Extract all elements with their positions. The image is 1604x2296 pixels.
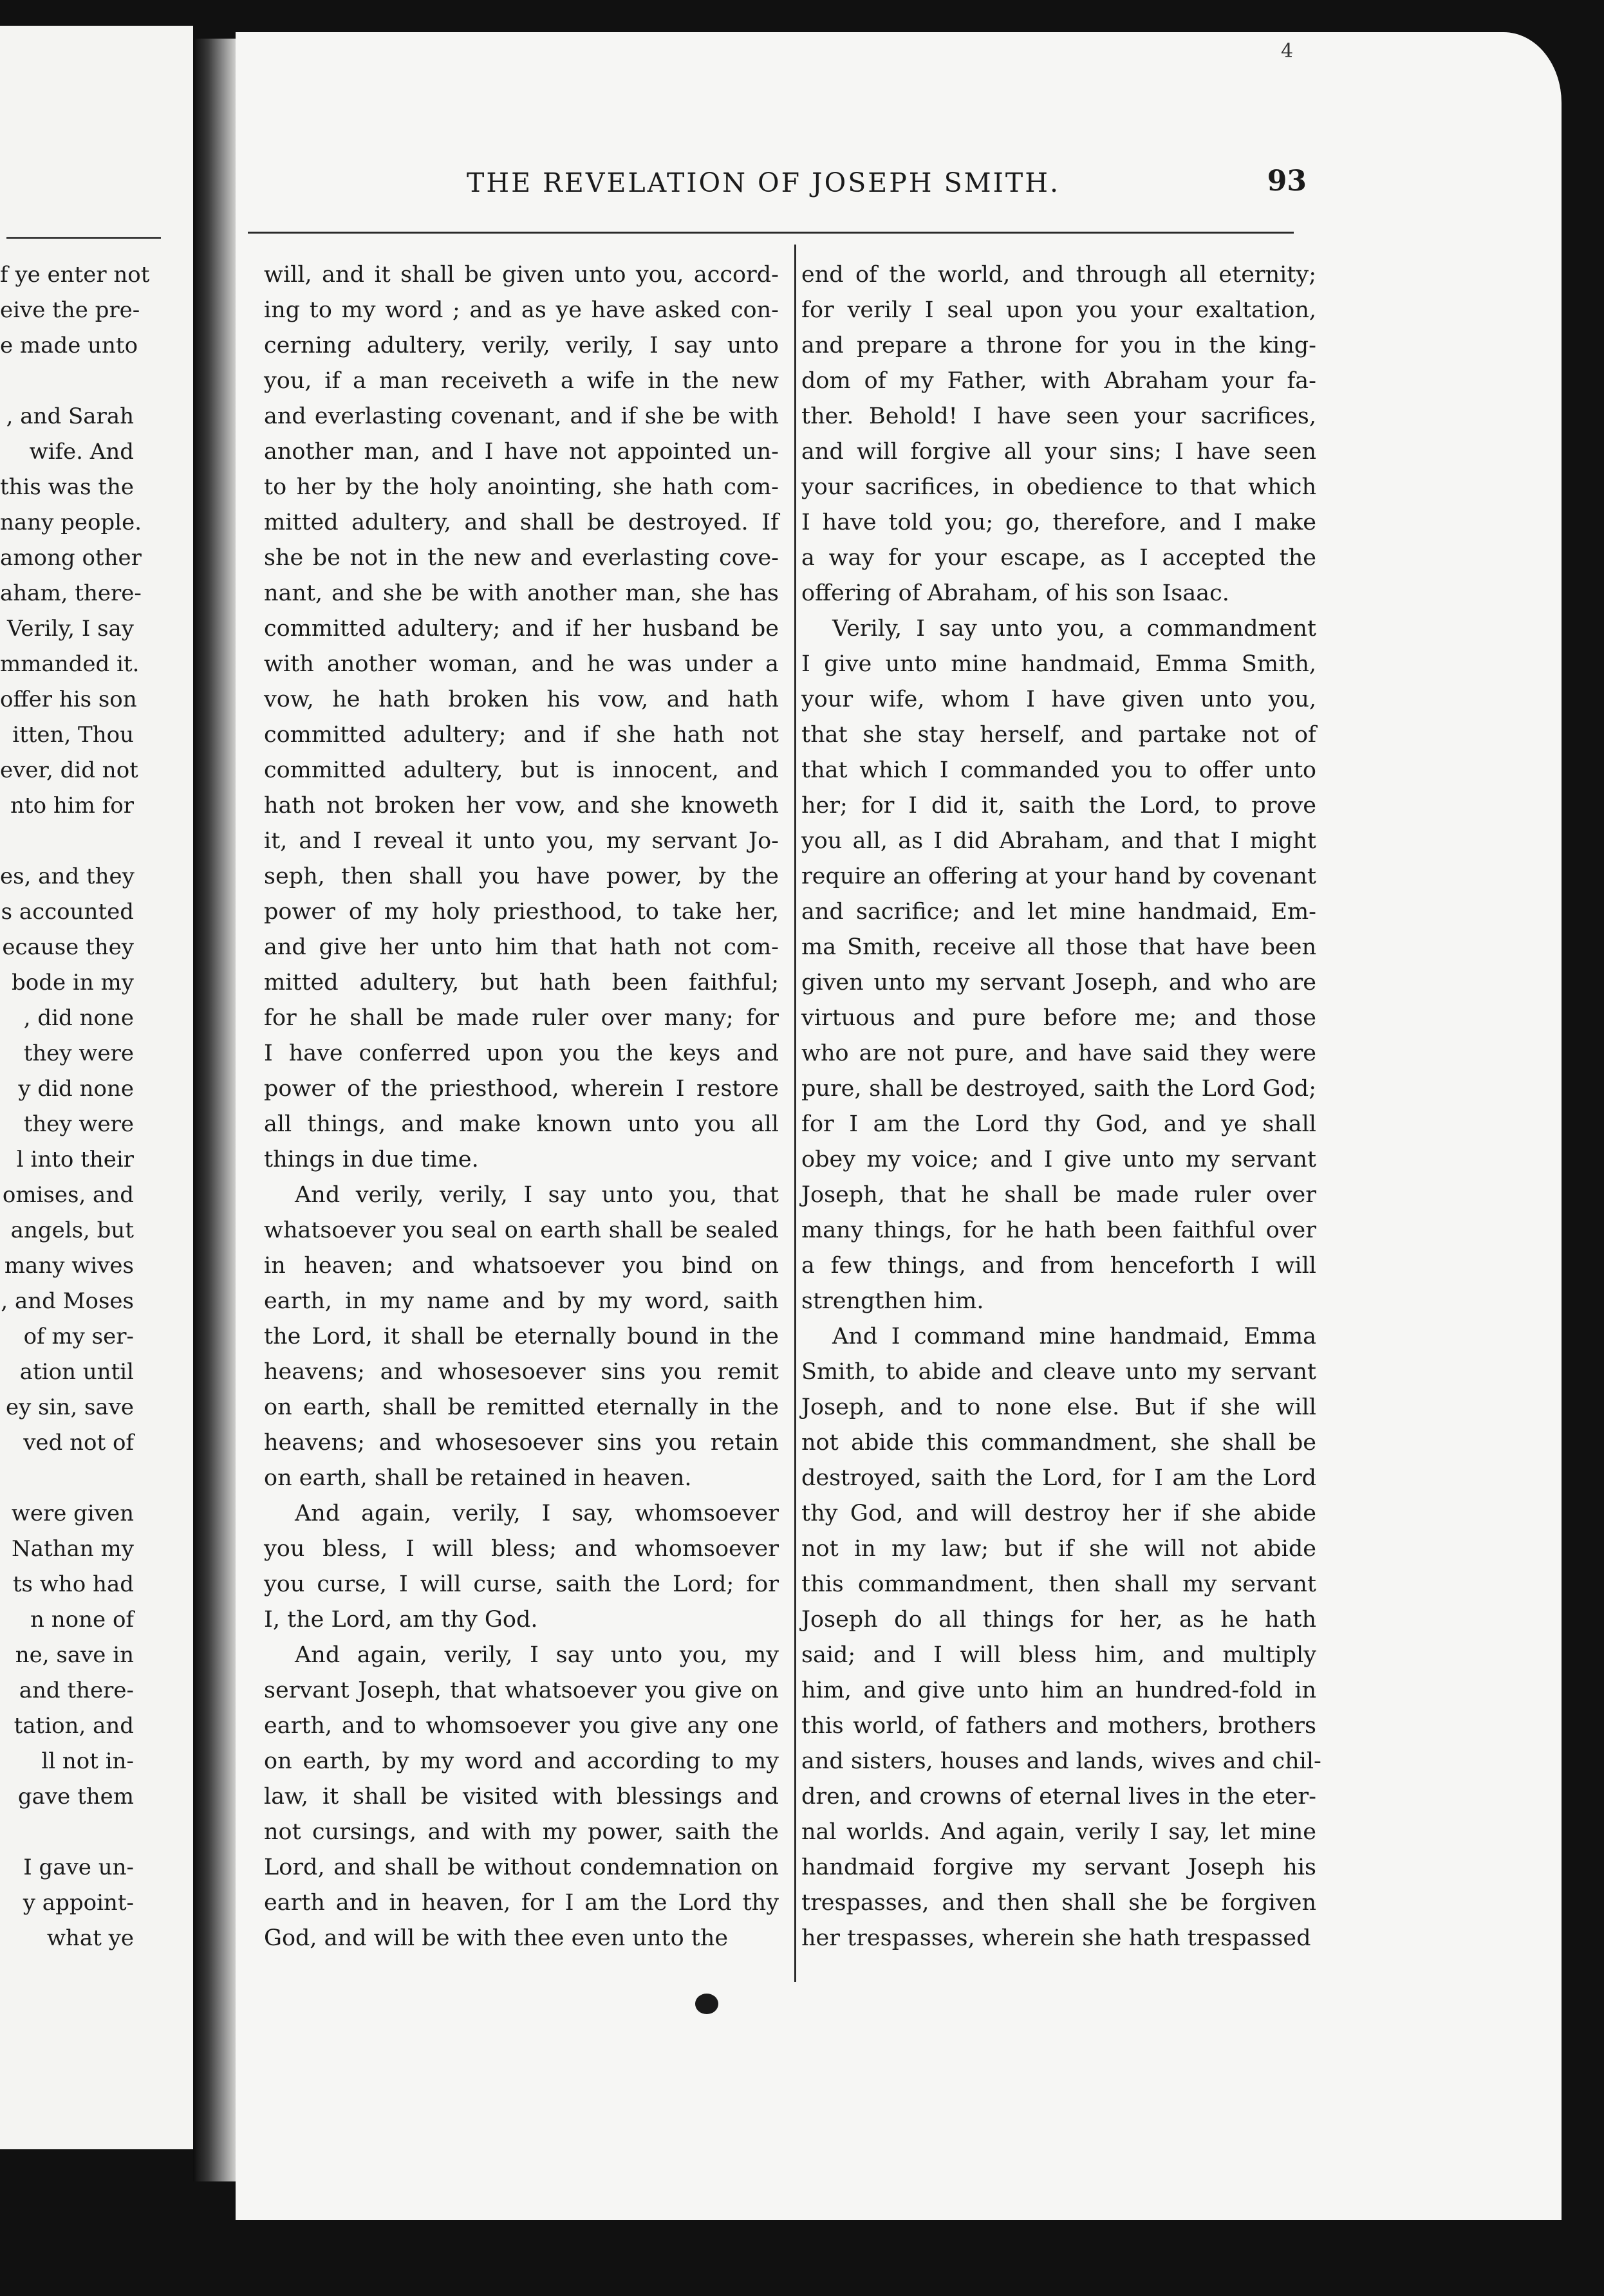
column-left-line: mitted adultery, but hath been faithful;	[264, 970, 779, 995]
column-left-line: vow, he hath broken his vow, and hath	[264, 687, 779, 712]
column-right-line: that she stay herself, and partake not of	[801, 722, 1316, 748]
column-right-line: given unto my servant Joseph, and who are	[801, 970, 1316, 995]
left-page-fragment-line: mmanded it.	[0, 651, 140, 677]
column-right-line: many things, for he hath been faithful over	[801, 1217, 1316, 1243]
column-left-line: on earth, shall be remitted eternally in the	[264, 1394, 779, 1420]
left-page-fragment-line: ation until	[19, 1359, 134, 1385]
left-page-fragment-line: n none of	[30, 1607, 134, 1633]
column-right-line: not abide this commandment, she shall be	[801, 1430, 1316, 1456]
left-page-fragment-line: l into their	[16, 1147, 134, 1172]
ink-blot	[695, 1994, 718, 2014]
column-left-line: will, and it shall be given unto you, accord-	[264, 262, 779, 288]
left-page-fragment-line: bode in my	[12, 970, 134, 995]
column-left-line: in heaven; and whatsoever you bind on	[264, 1253, 779, 1279]
column-left-line: servant Joseph, that whatsoever you give on	[264, 1678, 779, 1703]
left-page-fragment-line: ved not of	[23, 1430, 134, 1456]
column-left-line: power of the priesthood, wherein I restore	[264, 1076, 779, 1102]
column-right-line: destroyed, saith the Lord, for I am the Lord	[801, 1465, 1316, 1491]
left-page-fragment-line: Nathan my	[11, 1536, 134, 1562]
left-page-fragment-line: offer his son	[0, 687, 137, 712]
column-right-line: her; for I did it, saith the Lord, to prove	[801, 793, 1316, 819]
column-left-line: and everlasting covenant, and if she be with	[264, 403, 779, 429]
column-right-line: and sacrifice; and let mine handmaid, Em-	[801, 899, 1316, 925]
left-page-fragment-line: of my ser-	[23, 1324, 134, 1349]
column-right-line: and sisters, houses and lands, wives and chil-	[801, 1748, 1321, 1774]
running-title: THE REVELATION OF JOSEPH SMITH.	[467, 167, 1060, 198]
page-header	[245, 154, 1307, 212]
column-right-line: dom of my Father, with Abraham your fa-	[801, 368, 1316, 394]
left-page-text-fragments	[0, 257, 150, 1956]
column-left-line: God, and will be with thee even unto the	[264, 1925, 729, 1951]
column-right-line: Joseph, that he shall be made ruler over	[801, 1182, 1316, 1208]
column-right-line: Joseph do all things for her, as he hath	[801, 1607, 1316, 1633]
column-right-line: and will forgive all your sins; I have seen	[801, 439, 1316, 465]
column-left-line: committed adultery, but is innocent, and	[264, 757, 779, 783]
column-right-line: for verily I seal upon you your exaltation,	[801, 297, 1316, 323]
left-page-fragment-line: e made unto	[0, 333, 138, 358]
column-left-line: power of my holy priesthood, to take her,	[264, 899, 779, 925]
column-right-line: strengthen him.	[801, 1288, 984, 1314]
left-page-fragment-line	[0, 1815, 134, 1850]
column-left-line: committed adultery; and if she hath not	[264, 722, 779, 748]
column-right-line: Joseph, and to none else. But if she will	[801, 1394, 1316, 1420]
column-right-line: ma Smith, receive all those that have been	[801, 934, 1316, 960]
column-right-line: virtuous and pure before me; and those	[801, 1005, 1316, 1031]
column-right-line: your wife, whom I have given unto you,	[801, 687, 1316, 712]
column-right-line: offering of Abraham, of his son Isaac.	[801, 580, 1229, 606]
column-left-line: whatsoever you seal on earth shall be sealed	[264, 1217, 779, 1243]
left-page-fragment-line: ts who had	[12, 1571, 134, 1597]
left-page-fragment-line: among other	[0, 545, 142, 571]
column-left-line: mitted adultery, and shall be destroyed. If	[264, 510, 779, 535]
left-page-fragment-line: what ye	[46, 1925, 134, 1951]
left-page-fragment-line: ey sin, save	[5, 1394, 134, 1420]
left-page-fragment-line: they were	[23, 1111, 134, 1137]
text-column-right	[801, 257, 1321, 1956]
column-left-line: law, it shall be visited with blessings and	[264, 1784, 779, 1810]
column-left-line: Lord, and shall be without condemnation on	[264, 1855, 779, 1880]
column-right-line: Verily, I say unto you, a commandment	[832, 616, 1316, 642]
column-left-line: she be not in the new and everlasting cove-	[264, 545, 779, 571]
left-page-fragment-line	[0, 1461, 134, 1496]
left-page-fragment-line	[0, 824, 134, 859]
column-left-line: you curse, I will curse, saith the Lord; for	[264, 1571, 779, 1597]
header-rule	[248, 232, 1294, 234]
left-page-fragment-line: angels, but	[10, 1217, 134, 1243]
page-corner-mark: 4	[1281, 40, 1294, 62]
left-page-fragment-line: y did none	[18, 1076, 134, 1102]
column-left-line: I, the Lord, am thy God.	[264, 1607, 538, 1633]
column-left-line: nant, and she be with another man, she has	[264, 580, 779, 606]
column-left-line: on earth, shall be retained in heaven.	[264, 1465, 692, 1491]
left-page-fragment-line: and there-	[19, 1678, 134, 1703]
column-left-line: earth, and to whomsoever you give any one	[264, 1713, 779, 1739]
left-page-fragment-line: omises, and	[2, 1182, 134, 1208]
column-left-line: And verily, verily, I say unto you, that	[295, 1182, 779, 1208]
column-right-line: and prepare a throne for you in the king-	[801, 333, 1316, 358]
column-left-line: another man, and I have not appointed un-	[264, 439, 779, 465]
column-left-line: not cursings, and with my power, saith the	[264, 1819, 779, 1845]
column-left-line: you, if a man receiveth a wife in the new	[264, 368, 779, 394]
left-page-fragment-line: nany people.	[0, 510, 142, 535]
column-right-line: who are not pure, and have said they were	[801, 1041, 1316, 1066]
left-page-fragment-line: f ye enter not	[0, 262, 150, 288]
left-page-fragment-line: were given	[11, 1501, 134, 1526]
column-left-line: ing to my word ; and as ye have asked con-	[264, 297, 779, 323]
left-page-fragment-line: ecause they	[2, 934, 134, 960]
left-page-fragment-line: eive the pre-	[0, 297, 140, 323]
column-right-line: a way for your escape, as I accepted the	[801, 545, 1316, 571]
column-right-line: obey my voice; and I give unto my servant	[801, 1147, 1316, 1172]
left-page-fragment-line: , and Moses	[1, 1288, 134, 1314]
column-left-line: heavens; and whosesoever sins you remit	[264, 1359, 779, 1385]
column-right-line: you all, as I did Abraham, and that I might	[801, 828, 1316, 854]
column-left-line: cerning adultery, verily, verily, I say unto	[264, 333, 779, 358]
left-page-fragment-line: ll not in-	[41, 1748, 134, 1774]
left-page-fragment-line: , did none	[23, 1005, 134, 1031]
column-left-line: I have conferred upon you the keys and	[264, 1041, 779, 1066]
column-left-line: for he shall be made ruler over many; for	[264, 1005, 779, 1031]
column-right-line: a few things, and from henceforth I will	[801, 1253, 1316, 1279]
column-right-line: him, and give unto him an hundred-fold in	[801, 1678, 1316, 1703]
column-right-line: I have told you; go, therefore, and I make	[801, 510, 1316, 535]
column-right-line: not in my law; but if she will not abide	[801, 1536, 1316, 1562]
column-right-line: dren, and crowns of eternal lives in the eter-	[801, 1784, 1316, 1810]
column-right-line: And I command mine handmaid, Emma	[832, 1324, 1316, 1349]
column-left-line: And again, verily, I say, whomsoever	[295, 1501, 779, 1526]
column-left-line: with another woman, and he was under a	[264, 651, 779, 677]
column-right-line: handmaid forgive my servant Joseph his	[801, 1855, 1316, 1880]
left-page-fragment-line: this was the	[0, 474, 135, 500]
left-page-fragment-line: Verily, I say	[6, 616, 134, 642]
column-left-line: you bless, I will bless; and whomsoever	[264, 1536, 779, 1562]
left-page-fragment-line	[0, 364, 134, 399]
left-page-fragment-line: aham, there-	[0, 580, 142, 606]
left-page-fragment-line: they were	[23, 1041, 134, 1066]
column-left-line: and give her unto him that hath not com-	[264, 934, 779, 960]
left-page-fragment-line: , and Sarah	[6, 403, 134, 429]
column-left-line: committed adultery; and if her husband be	[264, 616, 779, 642]
left-page-fragment-line: itten, Thou	[12, 722, 134, 748]
column-right-line: this commandment, then shall my servant	[801, 1571, 1316, 1597]
column-left-line: the Lord, it shall be eternally bound in the	[264, 1324, 779, 1349]
column-left-line: all things, and make known unto you all	[264, 1111, 779, 1137]
left-page-fragment-line: s accounted	[1, 899, 134, 925]
column-right-line: end of the world, and through all eternity;	[801, 262, 1316, 288]
column-left-line: it, and I reveal it unto you, my servant Jo-	[264, 828, 779, 854]
left-page-fragment-line: I gave un-	[23, 1855, 134, 1880]
left-page-fragment-line: many wives	[4, 1253, 134, 1279]
column-left-line: to her by the holy anointing, she hath com-	[264, 474, 779, 500]
book-binding-gutter	[193, 39, 236, 2181]
left-page-rule	[6, 237, 161, 239]
left-page-fragment-line: y appoint-	[23, 1890, 134, 1916]
column-right-line: nal worlds. And again, verily I say, let mine	[801, 1819, 1316, 1845]
left-page-fragment-line: es, and they	[0, 864, 135, 889]
column-right-line: her trespasses, wherein she hath trespassed	[801, 1925, 1311, 1951]
column-left-line: hath not broken her vow, and she knoweth	[264, 793, 779, 819]
column-right-line: pure, shall be destroyed, saith the Lord God;	[801, 1076, 1316, 1102]
column-right-line: I give unto mine handmaid, Emma Smith,	[801, 651, 1316, 677]
column-right-line: ther. Behold! I have seen your sacrifices,	[801, 403, 1316, 429]
column-divider	[794, 245, 796, 1982]
column-right-line: Smith, to abide and cleave unto my servant	[801, 1359, 1316, 1385]
left-page-fragment-line: wife. And	[29, 439, 134, 465]
column-right-line: this world, of fathers and mothers, brothers	[801, 1713, 1316, 1739]
left-page-fragment-line: gave them	[17, 1784, 134, 1810]
column-right-line: said; and I will bless him, and multiply	[801, 1642, 1316, 1668]
column-right-line: trespasses, and then shall she be forgiven	[801, 1890, 1316, 1916]
column-right-line: require an offering at your hand by covenant	[801, 864, 1316, 889]
column-left-line: on earth, by my word and according to my	[264, 1748, 779, 1774]
column-left-line: heavens; and whosesoever sins you retain	[264, 1430, 779, 1456]
column-right-line: your sacrifices, in obedience to that which	[801, 474, 1316, 500]
column-left-line: earth, in my name and by my word, saith	[264, 1288, 779, 1314]
column-left-line: earth and in heaven, for I am the Lord thy	[264, 1890, 779, 1916]
column-left-line: things in due time.	[264, 1147, 479, 1172]
column-right-line: that which I commanded you to offer unto	[801, 757, 1316, 783]
left-page-fragment-line: nto him for	[10, 793, 134, 819]
column-left-line: seph, then shall you have power, by the	[264, 864, 779, 889]
column-right-line: for I am the Lord thy God, and ye shall	[801, 1111, 1316, 1137]
left-page-fragment-line: tation, and	[14, 1713, 134, 1739]
text-column-left	[264, 257, 779, 1956]
left-page-fragment-line: ne, save in	[15, 1642, 134, 1668]
column-right-line: thy God, and will destroy her if she abide	[801, 1501, 1316, 1526]
page-number: 93	[1267, 165, 1307, 198]
left-page-fragment-line: ever, did not	[0, 757, 138, 783]
column-left-line: And again, verily, I say unto you, my	[295, 1642, 779, 1668]
